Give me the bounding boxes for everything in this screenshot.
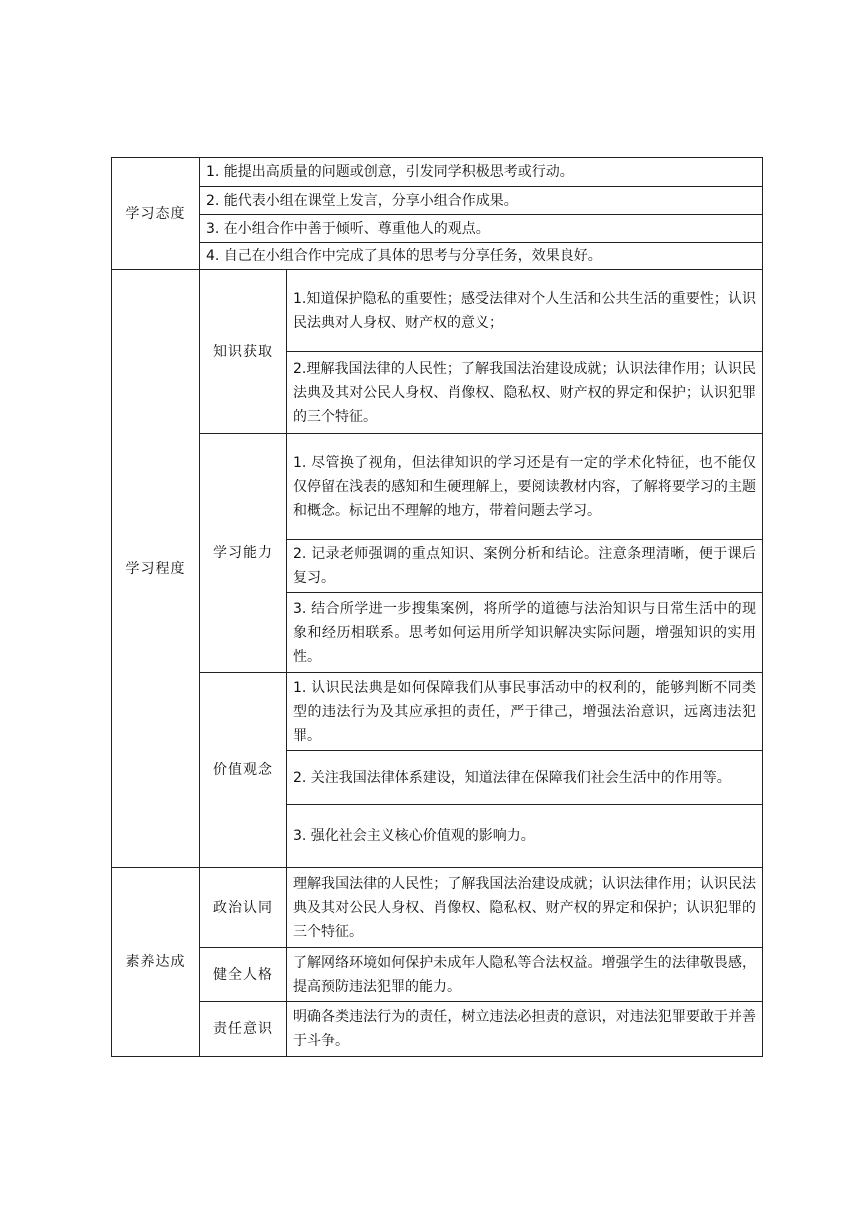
table-row: [112, 270, 763, 352]
table-row: [112, 948, 763, 1002]
attitude-item-3: 3. 在小组合作中善于倾听、尊重他人的观点。: [200, 215, 763, 243]
ability-item-3: 3. 结合所学进一步搜集案例，将所学的道德与法治知识与日常生活中的现象和经历相联系。思考如何运用所学知识解决实际问题，增强知识的实用性。: [287, 593, 763, 673]
category-attitude: 学习态度: [112, 158, 200, 270]
responsibility-text: 明确各类违法行为的责任，树立违法必担责的意识，对违法犯罪要敢于并善于斗争。: [287, 1002, 763, 1057]
subcategory-political: 政治认同: [200, 868, 287, 948]
category-literacy: 素养达成: [112, 868, 200, 1057]
table-row: [112, 243, 763, 270]
table-row: [112, 868, 763, 948]
knowledge-item-1: 1.知道保护隐私的重要性；感受法律对个人生活和公共生活的重要性；认识民法典对人身权、财产权的意义；: [287, 270, 763, 352]
attitude-item-2: 2. 能代表小组在课堂上发言，分享小组合作成果。: [200, 187, 763, 215]
ability-item-2: 2. 记录老师强调的重点知识、案例分析和结论。注意条理清晰，便于课后复习。: [287, 540, 763, 593]
evaluation-table: [111, 157, 763, 1057]
personality-text: 了解网络环境如何保护未成年人隐私等合法权益。增强学生的法律敬畏感，提高预防违法犯罪的能力。: [287, 948, 763, 1002]
political-text: 理解我国法律的人民性；了解我国法治建设成就；认识法律作用；认识民法典及其对公民人身权、肖像权、隐私权、财产权的界定和保护；认识犯罪的三个特征。: [287, 868, 763, 948]
table-row: [112, 158, 763, 187]
knowledge-item-2: 2.理解我国法律的人民性；了解我国法治建设成就；认识法律作用；认识民法典及其对公民人身权、肖像权、隐私权、财产权的界定和保护；认识犯罪的三个特征。: [287, 352, 763, 434]
subcategory-knowledge: 知识获取: [200, 270, 287, 434]
table-row: [112, 187, 763, 215]
subcategory-responsibility: 责任意识: [200, 1002, 287, 1057]
table-row: [112, 1002, 763, 1057]
attitude-item-4: 4. 自己在小组合作中完成了具体的思考与分享任务，效果良好。: [200, 243, 763, 270]
table-row: [112, 673, 763, 751]
attitude-item-1: 1. 能提出高质量的问题或创意，引发同学积极思考或行动。: [200, 158, 763, 187]
values-item-1: 1. 认识民法典是如何保障我们从事民事活动中的权利的，能够判断不同类型的违法行为及其应承担的责任，严于律己，增强法治意识，远离违法犯罪。: [287, 673, 763, 751]
values-item-3: 3. 强化社会主义核心价值观的影响力。: [287, 805, 763, 868]
subcategory-ability: 学习能力: [200, 434, 287, 673]
table-row: [112, 434, 763, 540]
category-degree: 学习程度: [112, 270, 200, 868]
values-item-2: 2. 关注我国法律体系建设，知道法律在保障我们社会生活中的作用等。: [287, 751, 763, 805]
table-row: [112, 215, 763, 243]
subcategory-personality: 健全人格: [200, 948, 287, 1002]
subcategory-values: 价值观念: [200, 673, 287, 868]
ability-item-1: 1. 尽管换了视角，但法律知识的学习还是有一定的学术化特征，也不能仅仅停留在浅表的感知和生硬理解上，要阅读教材内容，了解将要学习的主题和概念。标记出不理解的地方，带着问题去学习。: [287, 434, 763, 540]
